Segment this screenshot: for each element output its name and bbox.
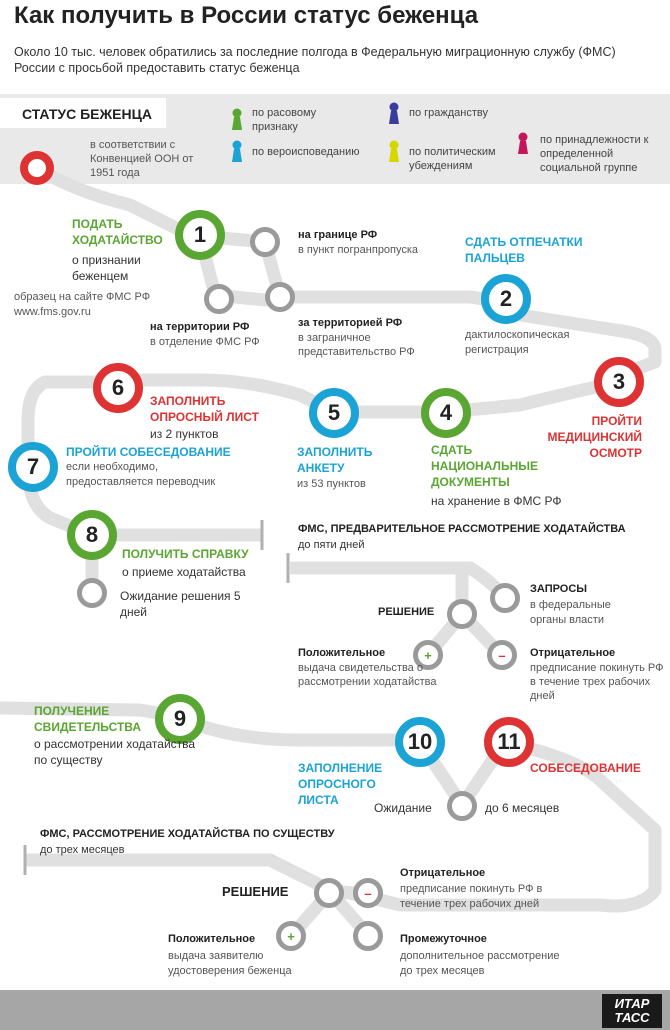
step-8-desc: о приеме ходатайства (122, 565, 246, 579)
step-5-desc: из 53 пунктов (297, 478, 366, 490)
step-10-marker: 10 (395, 717, 445, 767)
start-point (20, 151, 54, 185)
step-6-title: ЗАПОЛНИТЬ ОПРОСНЫЙ ЛИСТ (150, 394, 259, 424)
branch-abroad-desc: в заграничное представительство РФ (298, 332, 415, 358)
final-decision-label: РЕШЕНИЕ (222, 884, 289, 899)
branch-border-desc: в пункт погранпропуска (298, 244, 419, 256)
step-3-title: ПРОЙТИ МЕДИЦИНСКИЙ ОСМОТР (547, 414, 642, 460)
plus-icon: + (287, 928, 295, 944)
step-5-title: ЗАПОЛНИТЬ АНКЕТУ (297, 445, 373, 475)
branch-border-marker (250, 227, 280, 257)
final-negative-marker (353, 878, 383, 908)
legend-citizenship: по гражданству (409, 107, 488, 119)
step-4-marker: 4 (421, 388, 471, 438)
legend-politics: по политическим убеждениям (409, 146, 496, 172)
step-8-title: ПОЛУЧИТЬ СПРАВКУ (122, 547, 249, 561)
step-10-wait-marker (447, 791, 477, 821)
minus-icon: – (498, 647, 506, 663)
prelim-duration: до пяти дней (298, 539, 365, 551)
final-interim-marker (353, 921, 383, 951)
step-1-title: ПОДАТЬ ХОДАТАЙСТВО (72, 217, 163, 247)
step-8-marker: 8 (67, 510, 117, 560)
step-7-title: ПРОЙТИ СОБЕСЕДОВАНИЕ (66, 445, 231, 459)
step-7-desc: если необходимо, предоставляется переводчик (66, 461, 216, 488)
step-2-marker: 2 (481, 274, 531, 324)
branch-abroad-title: за территорией РФ (298, 317, 403, 329)
step-9-title: ПОЛУЧЕНИЕ СВИДЕТЕЛЬСТВА (34, 704, 142, 734)
step-1-desc: о признании беженцем (72, 253, 141, 283)
step-8-wait: Ожидание решения 5 дней (120, 589, 241, 619)
step-10-wait: Ожидание (374, 801, 432, 815)
prelim-decision-marker (447, 599, 477, 629)
final-interim-desc: дополнительное рассмотрение до трех месяцев (400, 950, 560, 977)
step-10-wait-time: до 6 месяцев (485, 801, 560, 815)
final-positive-desc: выдача заявителю удостоверения беженца (168, 950, 292, 977)
legend-religion: по вероисповеданию (252, 146, 360, 158)
step-9-desc: о рассмотрении ходатайства по существу (34, 737, 196, 767)
final-interim-title: Промежуточное (400, 933, 487, 945)
prelim-title: ФМС, ПРЕДВАРИТЕЛЬНОЕ РАССМОТРЕНИЕ ХОДАТАЙСТВА (298, 523, 626, 535)
prelim-requests-title: ЗАПРОСЫ (530, 583, 588, 595)
step-9-marker: 9 (155, 694, 205, 744)
prelim-positive-title: Положительное (298, 647, 386, 659)
prelim-negative-marker (487, 640, 517, 670)
convention-note: в соответствии с Конвенцией ООН от 1951 года (90, 139, 194, 179)
legend-heading: СТАТУС БЕЖЕНЦА (22, 106, 152, 122)
step-10-title: ЗАПОЛНЕНИЕ ОПРОСНОГО ЛИСТА (298, 761, 383, 807)
step-3-marker: 3 (594, 357, 644, 407)
step-11-title: СОБЕСЕДОВАНИЕ (530, 761, 641, 775)
final-negative-desc: предписание покинуть РФ в течение трех рабочих дней (400, 883, 543, 910)
footer-bar (0, 990, 670, 1030)
final-duration: до трех месяцев (40, 844, 125, 856)
itar-tass-logo (602, 994, 662, 1028)
final-negative-title: Отрицательное (400, 867, 486, 879)
step-2-title: СДАТЬ ОТПЕЧАТКИ ПАЛЬЦЕВ (465, 235, 583, 265)
prelim-negative-title: Отрицательное (530, 647, 616, 659)
branch-abroad-marker (265, 282, 295, 312)
branch-territory-title: на территории РФ (150, 321, 250, 333)
logo-line-1: ИТАР (614, 996, 650, 1011)
logo-line-2: ТАСС (614, 1010, 650, 1025)
step-1-sample: образец на сайте ФМС РФ www.fms.gov.ru (14, 291, 151, 318)
step-2-desc: дактилоскопическая регистрация (465, 329, 570, 356)
step-1-marker: 1 (175, 210, 225, 260)
final-positive-marker (276, 921, 306, 951)
branch-territory-marker (204, 284, 234, 314)
branch-border-title: на границе РФ (298, 229, 378, 241)
prelim-negative-desc: предписание покинуть РФ в течение трех рабочих дней (530, 662, 664, 702)
final-decision-marker (314, 878, 344, 908)
page-subtitle: Около 10 тыс. человек обратились за последние полгода в Федеральную миграционную службу (ФМС) России с просьбой предоставить статус беженца (14, 45, 616, 75)
prelim-requests-marker (490, 583, 520, 613)
legend-race: по расовому признаку (252, 107, 317, 133)
step-11-marker: 11 (484, 717, 534, 767)
prelim-positive-desc: выдача свидетельства о рассмотрении ходатайства (298, 662, 437, 688)
branch-territory-desc: в отделение ФМС РФ (150, 336, 260, 348)
step-6-marker: 6 (93, 363, 143, 413)
plus-icon: + (424, 647, 432, 663)
final-positive-title: Положительное (168, 933, 256, 945)
page-title: Как получить в России статус беженца (14, 2, 479, 29)
final-title: ФМС, РАССМОТРЕНИЕ ХОДАТАЙСТВА ПО СУЩЕСТВУ (40, 828, 335, 840)
step-5-marker: 5 (309, 388, 359, 438)
step-7-marker: 7 (8, 442, 58, 492)
step-4-title: СДАТЬ НАЦИОНАЛЬНЫЕ ДОКУМЕНТЫ (431, 443, 538, 489)
prelim-decision-label: РЕШЕНИЕ (378, 606, 435, 618)
minus-icon: – (364, 885, 372, 901)
step-4-desc: на хранение в ФМС РФ (431, 494, 562, 508)
step-8-wait-marker (77, 578, 107, 608)
legend-social: по принадлежности к определенной социальной группе (540, 134, 649, 174)
step-6-desc: из 2 пунктов (150, 427, 219, 441)
prelim-requests-desc: в федеральные органы власти (530, 599, 611, 626)
